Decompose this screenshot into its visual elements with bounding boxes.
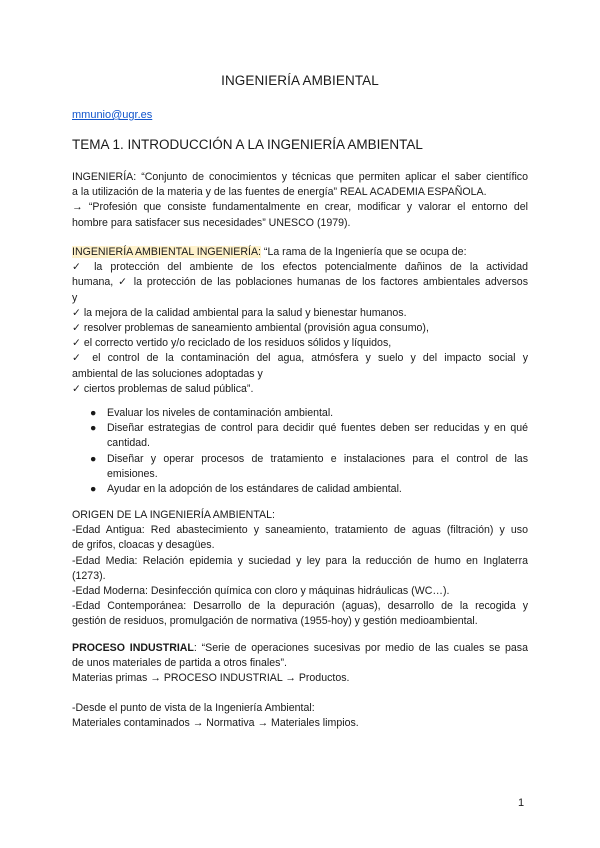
list-item-text: Diseñar estrategias de control para decidir qué fuentes deben ser reducidas y en qué (107, 422, 528, 435)
origin-heading: ORIGEN DE LA INGENIERÍA AMBIENTAL: (72, 509, 275, 521)
bullet-icon: ● (90, 407, 97, 419)
text-line: -Edad Moderna: Desinfección química con cloro y máquinas hidráulicas (WC…). (72, 585, 450, 598)
text-line: -Desde el punto de vista de la Ingeniería Ambiental: (72, 702, 315, 714)
bullet-icon: ● (90, 483, 97, 496)
text-line: ✓ la mejora de la calidad ambiental para la salud y bienestar humanos. (72, 306, 407, 319)
text-line: Materias primas → PROCESO INDUSTRIAL → Productos. (72, 672, 350, 685)
text-line: (1273). (72, 569, 106, 582)
bullet-list (72, 406, 528, 497)
process-paragraph (72, 641, 528, 687)
text-fragment: “La rama de la Ingeniería que se ocupa de: (260, 246, 467, 258)
text-line: -Edad Media: Relación epidemia y suciedad y ley para la reducción de humo en Inglaterra (72, 554, 528, 567)
list-item-text: Ayudar en la adopción de los estándares de calidad ambiental. (107, 483, 402, 496)
list-item-text: Evaluar los niveles de contaminación ambiental. (107, 407, 334, 419)
bold-term: PROCESO INDUSTRIAL (72, 642, 194, 654)
list-item (72, 452, 528, 482)
text-line: ✓ el correcto vertido y/o reciclado de los residuos sólidos y líquidos, (72, 337, 392, 350)
origin-paragraph (72, 508, 528, 630)
text-line: ✓ ciertos problemas de salud pública”. (72, 382, 254, 395)
text-line: INGENIERÍA: “Conjunto de conocimientos y técnicas que permiten aplicar el saber científico (72, 171, 528, 183)
bullet-icon: ● (90, 452, 97, 465)
list-item-text: cantidad. (107, 437, 150, 450)
text-line: -Edad Antigua: Red abastecimiento y saneamiento, tratamiento de aguas (filtración) y uso (72, 524, 528, 537)
list-item (72, 421, 528, 451)
text-line: y (72, 291, 78, 304)
section-heading: TEMA 1. INTRODUCCIÓN A LA INGENIERÍA AMBIENTAL (72, 137, 423, 152)
definition-paragraph (72, 170, 528, 231)
document-title: INGENIERÍA AMBIENTAL (221, 73, 379, 88)
text-line: ✓ resolver problemas de saneamiento ambiental (provisión agua consumo), (72, 322, 429, 335)
page-number: 1 (518, 797, 525, 809)
list-item-text: Diseñar y operar procesos de tratamiento e instalaciones para el control de las (107, 452, 528, 465)
text-line: humana, ✓ la protección de las poblaciones humanas de los factores ambientales adversos (72, 276, 528, 289)
text-line: -Edad Contemporánea: Desarrollo de la depuración (aguas), desarrollo de la recogida y (72, 600, 528, 613)
list-item-text: emisiones. (107, 467, 158, 480)
text-line (72, 245, 528, 260)
highlighted-term: INGENIERÍA AMBIENTAL INGENIERÍA: (72, 246, 261, 258)
text-line: hombre para satisfacer sus necesidades” UNESCO (1979). (72, 216, 351, 229)
text-line: → “Profesión que consiste fundamentalmente en crear, modificar y valorar el entorno del (72, 201, 528, 214)
list-item (72, 406, 528, 421)
author-email-link[interactable]: mmunio@ugr.es (72, 109, 153, 121)
ia-definition-paragraph (72, 245, 528, 397)
text-line: de grifos, cloacas y desagües. (72, 539, 215, 552)
viewpoint-paragraph (72, 701, 528, 731)
text-line: ambiental de las soluciones adoptadas y (72, 367, 263, 380)
list-item (72, 482, 528, 497)
text-line (72, 641, 528, 656)
text-line: gestión de residuos, promulgación de normativa (1955-hoy) y gestión medioambiental. (72, 615, 478, 628)
bullet-icon: ● (90, 422, 97, 435)
text-line: ✓ el control de la contaminación del agua, atmósfera y suelo y del impacto social y (72, 352, 528, 365)
text-line: Materiales contaminados → Normativa → Materiales limpios. (72, 717, 359, 730)
text-line: de unos materiales de partida a otros finales”. (72, 657, 287, 670)
text-fragment: : “Serie de operaciones sucesivas por medio de las cuales se pasa (193, 642, 528, 654)
text-line: ✓ la protección del ambiente de los efectos potencialmente dañinos de la actividad (72, 261, 528, 274)
text-line: a la utilización de la materia y de las fuentes de energía” REAL ACADEMIA ESPAÑOLA. (72, 186, 487, 199)
